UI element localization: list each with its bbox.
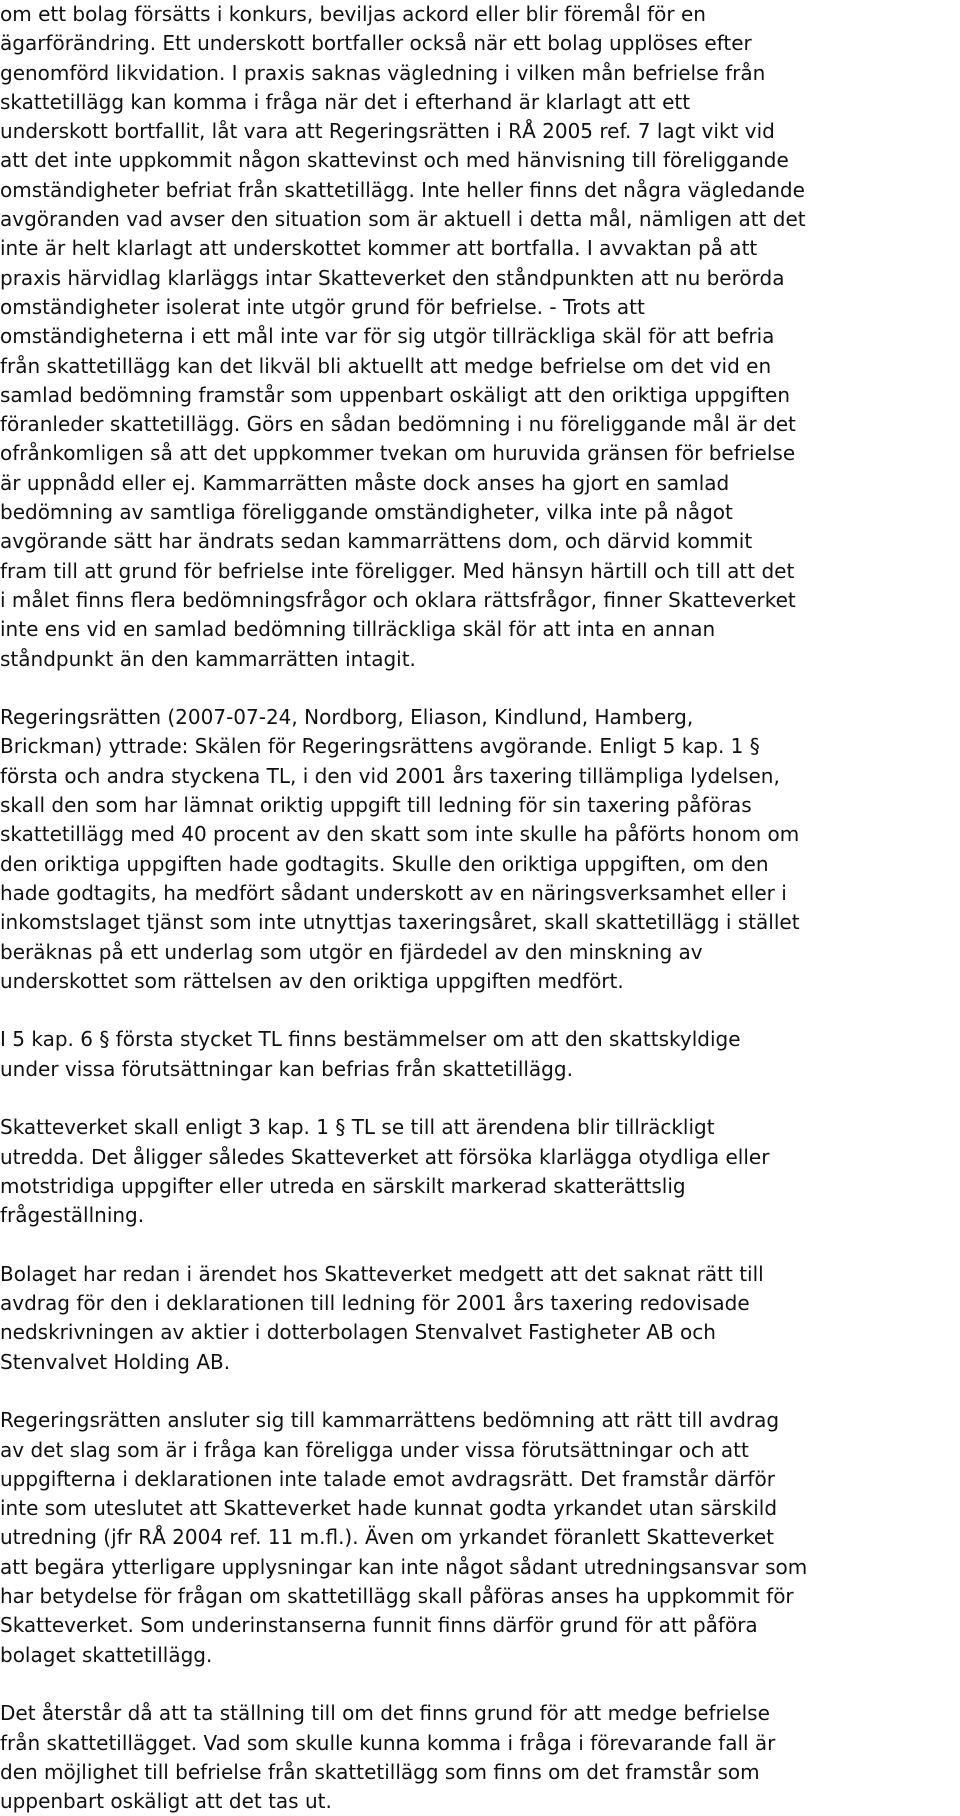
text-line: avgörande sätt har ändrats sedan kammarrättens dom, och därvid kommit	[0, 529, 753, 554]
text-line: är uppnådd eller ej. Kammarrätten måste dock anses ha gjort en samlad	[0, 470, 730, 495]
text-line: Brickman) yttrade: Skälen för Regeringsrättens avgörande. Enligt 5 kap. 1 §	[0, 734, 760, 759]
text-line: under vissa förutsättningar kan befrias från skattetillägg.	[0, 1056, 573, 1081]
text-line: Stenvalvet Holding AB.	[0, 1349, 231, 1374]
paragraph	[0, 703, 950, 996]
paragraph	[0, 1406, 950, 1670]
text-line: genomförd likvidation. I praxis saknas vägledning i vilken mån befrielse från	[0, 60, 766, 85]
text-line: I 5 kap. 6 § första stycket TL finns bestämmelser om att den skattskyldige	[0, 1027, 741, 1052]
text-line: bolaget skattetillägg.	[0, 1642, 213, 1667]
text-line: uppenbart oskäligt att det tas ut.	[0, 1789, 332, 1814]
paragraph	[0, 1699, 950, 1816]
text-line: från skattetillägget. Vad som skulle kunna komma i fråga i förevarande fall är	[0, 1730, 776, 1755]
text-line: utredda. Det åligger således Skatteverket att försöka klarlägga otydliga eller	[0, 1144, 770, 1169]
text-line: avdrag för den i deklarationen till ledning för 2001 års taxering redovisade	[0, 1291, 750, 1316]
text-line: Regeringsrätten ansluter sig till kammarrättens bedömning att rätt till avdrag	[0, 1408, 780, 1433]
text-line: beräknas på ett underlag som utgör en fjärdedel av den minskning av	[0, 939, 703, 964]
text-line: Det återstår då att ta ställning till om det finns grund för att medge befrielse	[0, 1701, 770, 1726]
text-line: avgöranden vad avser den situation som är aktuell i detta mål, nämligen att det	[0, 207, 806, 232]
paragraph-spacer	[0, 996, 950, 1025]
text-line: bedömning av samtliga föreliggande omständigheter, vilka inte på något	[0, 500, 733, 525]
text-line: utredning (jfr RÅ 2004 ref. 11 m.fl.). Även om yrkandet föranlett Skatteverket	[0, 1525, 775, 1550]
text-line: ägarförändring. Ett underskott bortfaller också när ett bolag upplöses efter	[0, 31, 752, 56]
text-line: den oriktiga uppgiften hade godtagits. Skulle den oriktiga uppgiften, om den	[0, 851, 769, 876]
text-line: skattetillägg kan komma i fråga när det i efterhand är klarlagt att ett	[0, 89, 691, 114]
text-line: av det slag som är i fråga kan föreligga under vissa förutsättningar och att	[0, 1437, 749, 1462]
text-line: skall den som har lämnat oriktig uppgift till ledning för sin taxering påföras	[0, 793, 752, 818]
text-line: inte är helt klarlagt att underskottet kommer att bortfalla. I avvaktan på att	[0, 236, 758, 261]
text-line: har betydelse för frågan om skattetillägg skall påföras anses ha uppkommit för	[0, 1584, 794, 1609]
text-line: att det inte uppkommit någon skattevinst och med hänvisning till föreliggande	[0, 148, 789, 173]
text-line: föranleder skattetillägg. Görs en sådan bedömning i nu föreliggande mål är det	[0, 412, 796, 437]
text-line: i målet finns flera bedömningsfrågor och oklara rättsfrågor, finner Skatteverket	[0, 587, 796, 612]
text-line: fram till att grund för befrielse inte föreligger. Med hänsyn härtill och till att det	[0, 558, 795, 583]
text-line: Skatteverket skall enligt 3 kap. 1 § TL se till att ärendena blir tillräckligt	[0, 1115, 715, 1140]
text-line: ofrånkomligen så att det uppkommer tvekan om huruvida gränsen för befrielse	[0, 441, 796, 466]
text-line: inkomstslaget tjänst som inte utnyttjas taxeringsåret, skall skattetillägg i stället	[0, 910, 800, 935]
paragraph-spacer	[0, 1230, 950, 1259]
text-line: inte som uteslutet att Skatteverket hade kunnat godta yrkandet utan särskild	[0, 1496, 778, 1521]
text-line: första och andra styckena TL, i den vid 2001 års taxering tillämpliga lydelsen,	[0, 763, 780, 788]
text-line: underskottet som rättelsen av den oriktiga uppgiften medfört.	[0, 968, 624, 993]
text-line: nedskrivningen av aktier i dotterbolagen Stenvalvet Fastigheter AB och	[0, 1320, 716, 1345]
text-line: omständigheter befriat från skattetillägg. Inte heller finns det några vägledande	[0, 177, 805, 202]
text-line: den möjlighet till befrielse från skattetillägg som finns om det framstår som	[0, 1759, 760, 1784]
text-line: Skatteverket. Som underinstanserna funnit finns därför grund för att påföra	[0, 1613, 758, 1638]
text-line: skattetillägg med 40 procent av den skatt som inte skulle ha påförts honom om	[0, 822, 800, 847]
paragraph	[0, 1113, 950, 1230]
text-line: hade godtagits, ha medfört sådant underskott av en näringsverksamhet eller i	[0, 880, 787, 905]
paragraph-spacer	[0, 1377, 950, 1406]
paragraph	[0, 0, 950, 674]
text-line: från skattetillägg kan det likväl bli aktuellt att medge befrielse om det vid en	[0, 353, 772, 378]
text-line: om ett bolag försätts i konkurs, beviljas ackord eller blir föremål för en	[0, 2, 706, 26]
text-line: inte ens vid en samlad bedömning tillräckliga skäl för att inta en annan	[0, 617, 716, 642]
text-line: underskott bortfallit, låt vara att Regeringsrätten i RÅ 2005 ref. 7 lagt vikt vid	[0, 119, 775, 144]
text-line: samlad bedömning framstår som uppenbart oskäligt att den oriktiga uppgiften	[0, 382, 791, 407]
paragraph	[0, 1025, 950, 1084]
text-line: omständigheter isolerat inte utgör grund för befrielse. - Trots att	[0, 294, 645, 319]
text-line: att begära ytterligare upplysningar kan inte något sådant utredningsansvar som	[0, 1554, 808, 1579]
text-line: praxis härvidlag klarläggs intar Skatteverket den ståndpunkten att nu berörda	[0, 265, 785, 290]
paragraph-spacer	[0, 1670, 950, 1699]
text-line: omständigheterna i ett mål inte var för sig utgör tillräckliga skäl för att befria	[0, 324, 775, 349]
text-line: uppgifterna i deklarationen inte talade emot avdragsrätt. Det framstår därför	[0, 1466, 775, 1491]
text-line: ståndpunkt än den kammarrätten intagit.	[0, 646, 416, 671]
paragraph-spacer	[0, 1084, 950, 1113]
text-line: motstridiga uppgifter eller utreda en särskilt markerad skatterättslig	[0, 1173, 686, 1198]
text-line: Bolaget har redan i ärendet hos Skatteverket medgett att det saknat rätt till	[0, 1261, 764, 1286]
paragraph-spacer	[0, 674, 950, 703]
text-line: Regeringsrätten (2007-07-24, Nordborg, Eliason, Kindlund, Hamberg,	[0, 705, 694, 730]
text-line: frågeställning.	[0, 1203, 145, 1228]
paragraph	[0, 1260, 950, 1377]
